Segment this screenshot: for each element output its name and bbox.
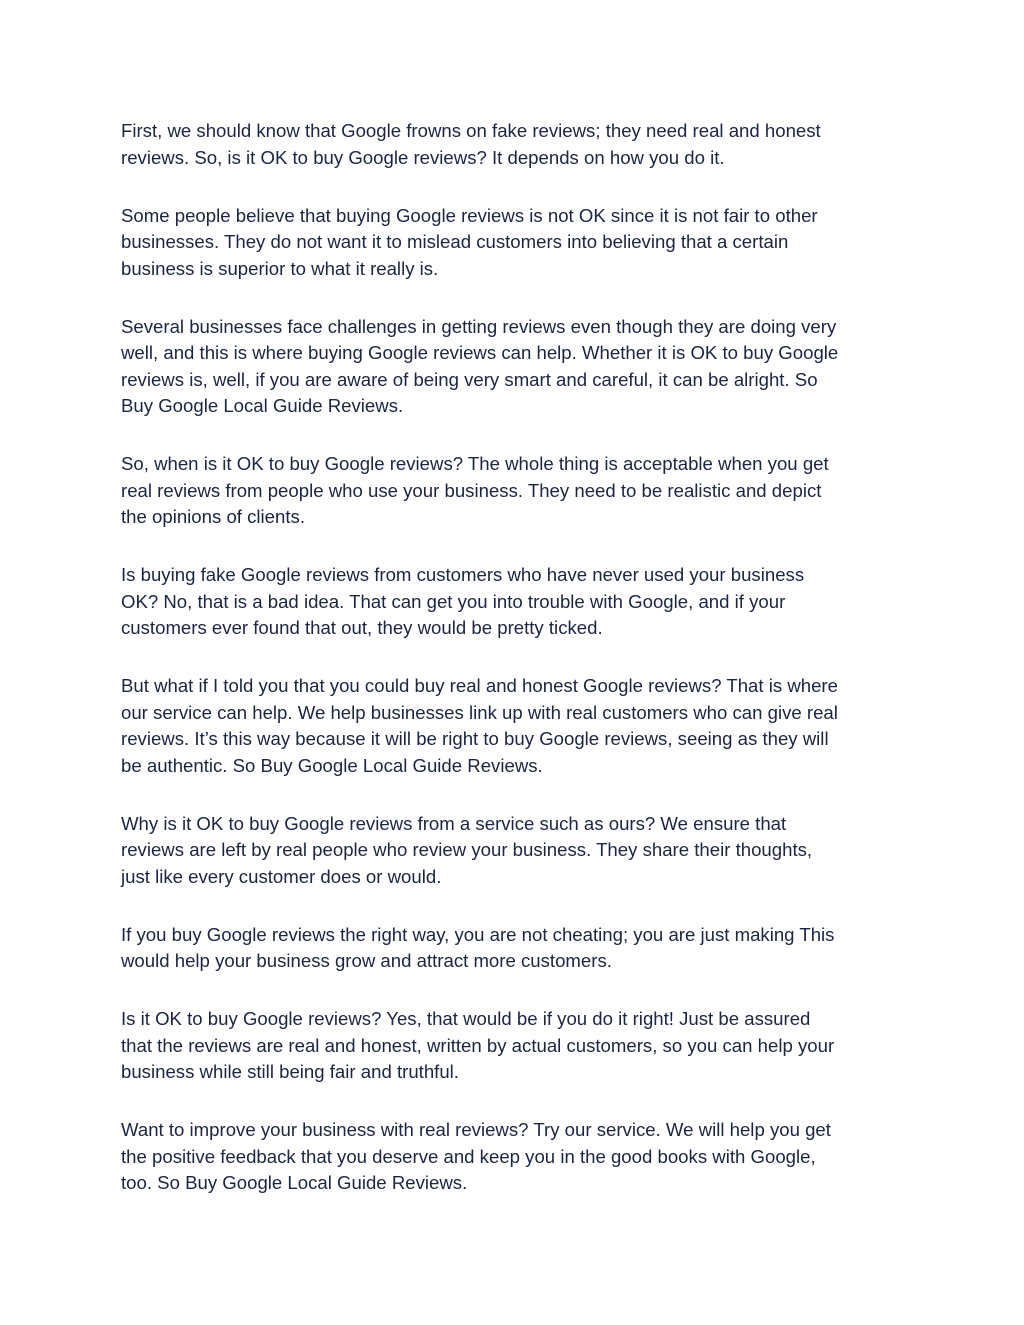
- text-line: First, we should know that Google frowns on fake reviews; they need real and honest: [121, 120, 821, 141]
- paragraph: [121, 118, 911, 171]
- text-line: would help your business grow and attract more customers.: [121, 950, 612, 971]
- text-line: Some people believe that buying Google reviews is not OK since it is not fair to other: [121, 204, 818, 226]
- paragraph: [121, 451, 911, 531]
- paragraph: [121, 203, 911, 283]
- text-line: the positive feedback that you deserve and keep you in the good books with Google,: [121, 1145, 816, 1167]
- text-line: be authentic. So Buy Google Local Guide Reviews.: [121, 754, 543, 776]
- text-line: Is buying fake Google reviews from customers who have never used your business: [121, 564, 805, 585]
- text-line: reviews are left by real people who review your business. They share their thoughts,: [121, 839, 813, 860]
- text-line: that the reviews are real and honest, written by actual customers, so you can help your: [121, 1034, 835, 1056]
- text-line: But what if I told you that you could buy real and honest Google reviews? That is where: [121, 675, 838, 696]
- text-line: Several businesses face challenges in getting reviews even though they are doing very: [121, 315, 837, 337]
- paragraph: [121, 314, 911, 420]
- text-line: So, when is it OK to buy Google reviews? The whole thing is acceptable when you get: [121, 453, 829, 474]
- text-line: Is it OK to buy Google reviews? Yes, that would be if you do it right! Just be assured: [121, 1008, 811, 1029]
- text-line: well, and this is where buying Google reviews can help. Whether it is OK to buy Google: [121, 342, 839, 363]
- text-line: If you buy Google reviews the right way, you are not cheating; you are just making This: [121, 923, 835, 945]
- text-line: reviews is, well, if you are aware of being very smart and careful, it can be alright. So: [121, 368, 818, 390]
- text-line: OK? No, that is a bad idea. That can get you into trouble with Google, and if your: [121, 590, 786, 612]
- text-line: too. So Buy Google Local Guide Reviews.: [121, 1172, 468, 1193]
- text-line: customers ever found that out, they would be pretty ticked.: [121, 617, 603, 638]
- text-line: reviews. It’s this way because it will be right to buy Google reviews, seeing as they will: [121, 728, 829, 749]
- text-line: Buy Google Local Guide Reviews.: [121, 395, 404, 416]
- text-line: businesses. They do not want it to mislead customers into believing that a certain: [121, 231, 789, 252]
- paragraph: [121, 673, 911, 779]
- text-line: reviews. So, is it OK to buy Google reviews? It depends on how you do it.: [121, 146, 725, 168]
- text-line: just like every customer does or would.: [121, 865, 442, 887]
- text-line: business is superior to what it really is.: [121, 257, 439, 279]
- text-line: Why is it OK to buy Google reviews from a service such as ours? We ensure that: [121, 812, 787, 834]
- paragraph: [121, 1006, 911, 1086]
- text-line: business while still being fair and truthful.: [121, 1061, 459, 1082]
- text-line: real reviews from people who use your business. They need to be realistic and depict: [121, 479, 822, 501]
- paragraph: [121, 562, 911, 642]
- text-line: our service can help. We help businesses link up with real customers who can give real: [121, 701, 838, 723]
- text-line: the opinions of clients.: [121, 506, 305, 527]
- paragraph: [121, 811, 911, 891]
- paragraph: [121, 1117, 911, 1197]
- paragraph: [121, 922, 911, 975]
- document-body: [121, 118, 911, 1228]
- text-line: Want to improve your business with real reviews? Try our service. We will help you get: [121, 1119, 831, 1140]
